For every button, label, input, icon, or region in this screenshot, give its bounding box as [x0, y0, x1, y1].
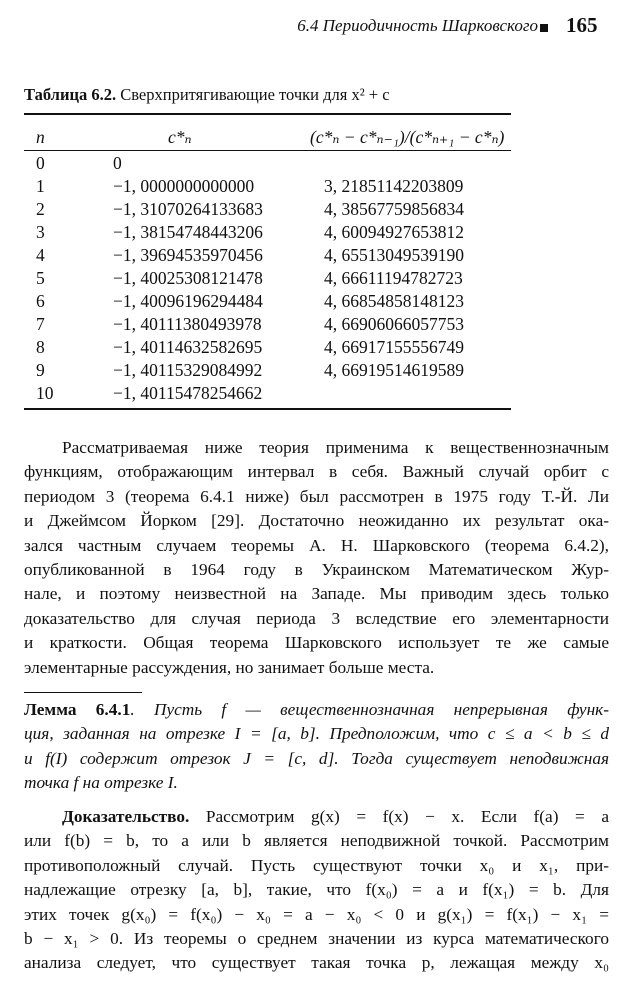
cell-c: −1, 39694535970456	[113, 245, 263, 265]
paragraph-line: Рассматриваемая ниже теория применима к вещественнозначным	[62, 438, 609, 457]
cell-n: 7	[36, 314, 45, 334]
cell-ratio: 4, 66906066057753	[324, 314, 464, 334]
cell-n: 3	[36, 222, 45, 242]
cell-c: −1, 40096196294484	[113, 291, 263, 311]
paragraph-line: элементарные рассуждения, но занимает больше места.	[24, 657, 435, 677]
proof-text: Рассмотрим g(x) = f(x) − x. Если f(a) = a	[189, 807, 609, 826]
page-number: 165	[566, 13, 598, 37]
cell-n: 9	[36, 360, 45, 380]
paragraph-line: функциям, отображающим интервал в себя. Важный случай орбит с	[24, 462, 609, 482]
proof-label: Доказательство.	[62, 807, 190, 826]
cell-n: 10	[36, 383, 54, 403]
lemma-rule	[24, 692, 142, 693]
paragraph-line: и краткости. Общая теорема Шарковского использует те же самые	[24, 633, 609, 653]
cell-ratio: 4, 60094927653812	[324, 222, 464, 242]
cell-ratio: 4, 66917155556749	[324, 337, 464, 357]
lemma-line: точка f на отрезке I.	[24, 773, 178, 793]
cell-ratio: 4, 66611194782723	[324, 268, 463, 288]
cell-ratio: 4, 66854858148123	[324, 291, 464, 311]
cell-ratio: 3, 21851142203809	[324, 176, 464, 196]
proof-line: или f(b) = b, то a или b является неподвижной точкой. Рассмотрим	[24, 831, 609, 851]
paragraph-line: зался частным случаем теоремы А. Н. Шарковского (теорема 6.4.2),	[24, 535, 609, 555]
paragraph-line: нале, и поэтому неизвестной на Западе. Мы приводим здесь только	[24, 584, 609, 604]
cell-ratio: 4, 65513049539190	[324, 245, 464, 265]
cell-n: 2	[36, 199, 45, 219]
paragraph-line: опубликованной в 1964 году в Украинском Математическом Жур-	[24, 559, 609, 579]
table-caption	[24, 85, 390, 105]
paragraph-line: периодом 3 (теорема 6.4.1 ниже) был рассмотрен в 1975 году Т.-Й. Ли	[24, 486, 609, 506]
lemma-line: и f(I) содержит отрезок J = [c, d]. Тогда существует неподвижная	[24, 748, 609, 768]
cell-c: −1, 0000000000000	[113, 176, 255, 196]
table-caption-label: Таблица 6.2.	[24, 85, 117, 104]
proof-line: надлежащие отрезку [a, b], такие, что f(x₀) = a и f(x₁) = b. Для	[24, 880, 609, 900]
header-n: n	[36, 127, 45, 147]
lemma-line: ция, заданная на отрезке I = [a, b]. Предположим, что c ≤ a < b ≤ d	[24, 724, 609, 744]
header-ratio: (c*ₙ − c*ₙ₋₁)/(c*ₙ₊₁ − c*ₙ)	[310, 127, 505, 147]
lemma-label: Лемма 6.4.1	[24, 700, 131, 719]
proof-line: b − x₁ > 0. Из теоремы о среднем значении из курса математического	[24, 928, 609, 948]
separator-square-icon	[540, 24, 548, 32]
lemma-line	[24, 698, 609, 722]
cell-c: −1, 31070264133683	[113, 199, 263, 219]
proof	[24, 805, 609, 976]
paragraph-line: доказательство для случая периода 3 вследствие его элементарности	[24, 608, 609, 628]
proof-line	[24, 805, 609, 829]
table-top-rule	[24, 113, 511, 115]
header-c: c*ₙ	[168, 127, 192, 147]
cell-n: 6	[36, 291, 45, 311]
proof-line: противоположный случай. Пусть существуют точки x₀ и x₁, при-	[24, 855, 609, 875]
cell-n: 1	[36, 176, 45, 196]
cell-c: −1, 38154748443206	[113, 222, 263, 242]
cell-c: −1, 40115329084992	[113, 360, 263, 380]
cell-n: 4	[36, 245, 45, 265]
proof-line: этих точек g(x₀) = f(x₀) − x₀ = a − x₀ < 0 и g(x₁) = f(x₁) − x₁ =	[24, 904, 609, 924]
cell-c: −1, 40025308121478	[113, 268, 263, 288]
cell-c: −1, 40115478254662	[113, 383, 263, 403]
page-header	[0, 0, 641, 60]
cell-n: 5	[36, 268, 45, 288]
table-bottom-rule	[24, 408, 511, 410]
proof-line: анализа следует, что существует такая точка p, лежащая между x₀	[24, 953, 609, 973]
lemma-text: . Пусть f — вещественнозначная непрерывная функ-	[130, 700, 609, 719]
paragraph-line: и Джеймсом Йорком [29]. Достаточно неожиданно их результат ока-	[24, 511, 609, 531]
running-title: 6.4 Периодичность Шарковского	[297, 16, 538, 35]
cell-n: 0	[36, 153, 45, 173]
table-caption-text: Сверхпритягивающие точки для x² + c	[116, 85, 390, 104]
cell-ratio: 4, 66919514619589	[324, 360, 464, 380]
intro-paragraph	[24, 436, 609, 680]
cell-n: 8	[36, 337, 45, 357]
cell-c: 0	[113, 153, 122, 173]
cell-c: −1, 40114632582695	[113, 337, 263, 357]
lemma	[24, 698, 609, 796]
cell-ratio: 4, 38567759856834	[324, 199, 464, 219]
cell-c: −1, 40111380493978	[113, 314, 262, 334]
table-header-rule	[24, 150, 511, 151]
